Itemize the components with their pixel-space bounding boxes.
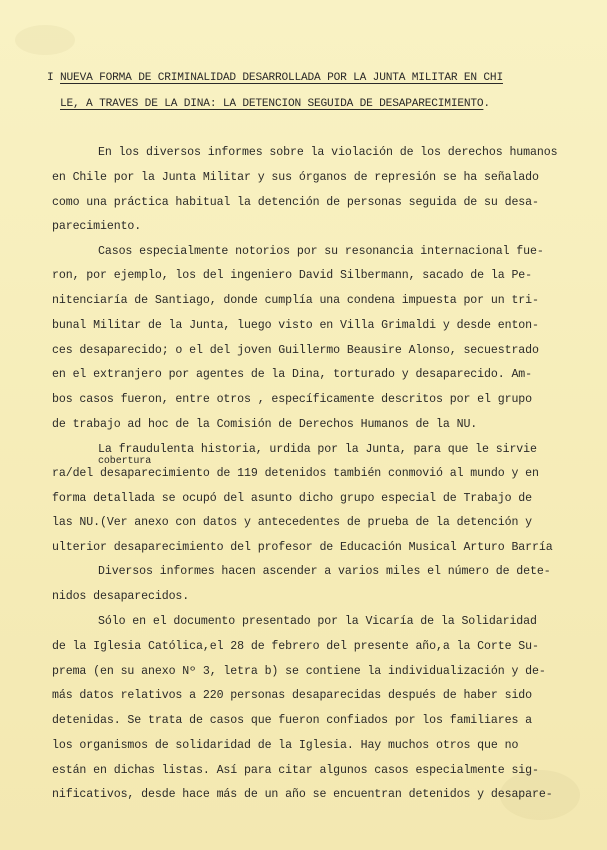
heading-prefix: I: [47, 72, 61, 84]
text-line: en Chile por la Junta Militar y sus órganos de represión se ha señalado: [52, 171, 539, 184]
text-line: bos casos fueron, entre otros , específicamente descritos por el grupo: [52, 393, 533, 406]
text-line: forma detallada se ocupó del asunto dicho grupo especial de Trabajo de: [52, 492, 533, 505]
text-line: nificativos, desde hace más de un año se encuentran detenidos y desapare-: [52, 788, 553, 801]
text-line: las NU.(Ver anexo con datos y antecedentes de prueba de la detención y: [52, 516, 533, 529]
text-line: bunal Militar de la Junta, luego visto en Villa Grimaldi y desde enton-: [52, 319, 539, 332]
text-line: ulterior desaparecimiento del profesor de Educación Musical Arturo Barría: [52, 541, 553, 554]
text-line: como una práctica habitual la detención de personas seguida de su desa-: [52, 196, 539, 209]
heading-suffix: .: [483, 98, 490, 110]
text-line: de trabajo ad hoc de la Comisión de Derechos Humanos de la NU.: [52, 418, 478, 431]
text-line: están en dichas listas. Así para citar algunos casos especialmente sig-: [52, 764, 539, 777]
text-line: En los diversos informes sobre la violación de los derechos humanos: [98, 146, 558, 159]
text-line: La fraudulenta historia, urdida por la Junta, para que le sirvie: [98, 443, 537, 456]
text-line: Diversos informes hacen ascender a varios miles el número de dete-: [98, 565, 551, 578]
text-line: prema (en su anexo Nº 3, letra b) se contiene la individualización y de-: [52, 665, 546, 678]
text-line: los organismos de solidaridad de la Iglesia. Hay muchos otros que no: [52, 739, 519, 752]
heading-line-2: [60, 98, 490, 110]
heading-text-2: LE, A TRAVES DE LA DINA: LA DETENCION SEGUIDA DE DESAPARECIMIENTO: [60, 98, 484, 110]
text-line: más datos relativos a 220 personas desaparecidas después de haber sido: [52, 689, 533, 702]
text-line: nitenciaría de Santiago, donde cumplía una condena impuesta por un tri-: [52, 294, 539, 307]
heading-line-1: [47, 72, 503, 84]
text-line: ra/del desaparecimiento de 119 detenidos también conmovió al mundo y en: [52, 467, 539, 480]
text-line: de la Iglesia Católica,el 28 de febrero del presente año,a la Corte Su-: [52, 640, 539, 653]
interlinear-insertion: cobertura: [98, 456, 152, 467]
text-line: ces desaparecido; o el del joven Guillermo Beausire Alonso, secuestrado: [52, 344, 539, 357]
paper-stain: [15, 25, 75, 55]
text-line: parecimiento.: [52, 220, 142, 233]
text-line: nidos desaparecidos.: [52, 590, 190, 603]
text-line: detenidas. Se trata de casos que fueron confiados por los familiares a: [52, 714, 533, 727]
text-line: Sólo en el documento presentado por la Vicaría de la Solidaridad: [98, 615, 537, 628]
text-line: ron, por ejemplo, los del ingeniero David Silbermann, sacado de la Pe-: [52, 269, 533, 282]
heading-text-1: NUEVA FORMA DE CRIMINALIDAD DESARROLLADA POR LA JUNTA MILITAR EN CHI: [60, 72, 503, 84]
text-line: Casos especialmente notorios por su resonancia internacional fue-: [98, 245, 544, 258]
text-line: en el extranjero por agentes de la Dina, torturado y desaparecido. Am-: [52, 368, 533, 381]
